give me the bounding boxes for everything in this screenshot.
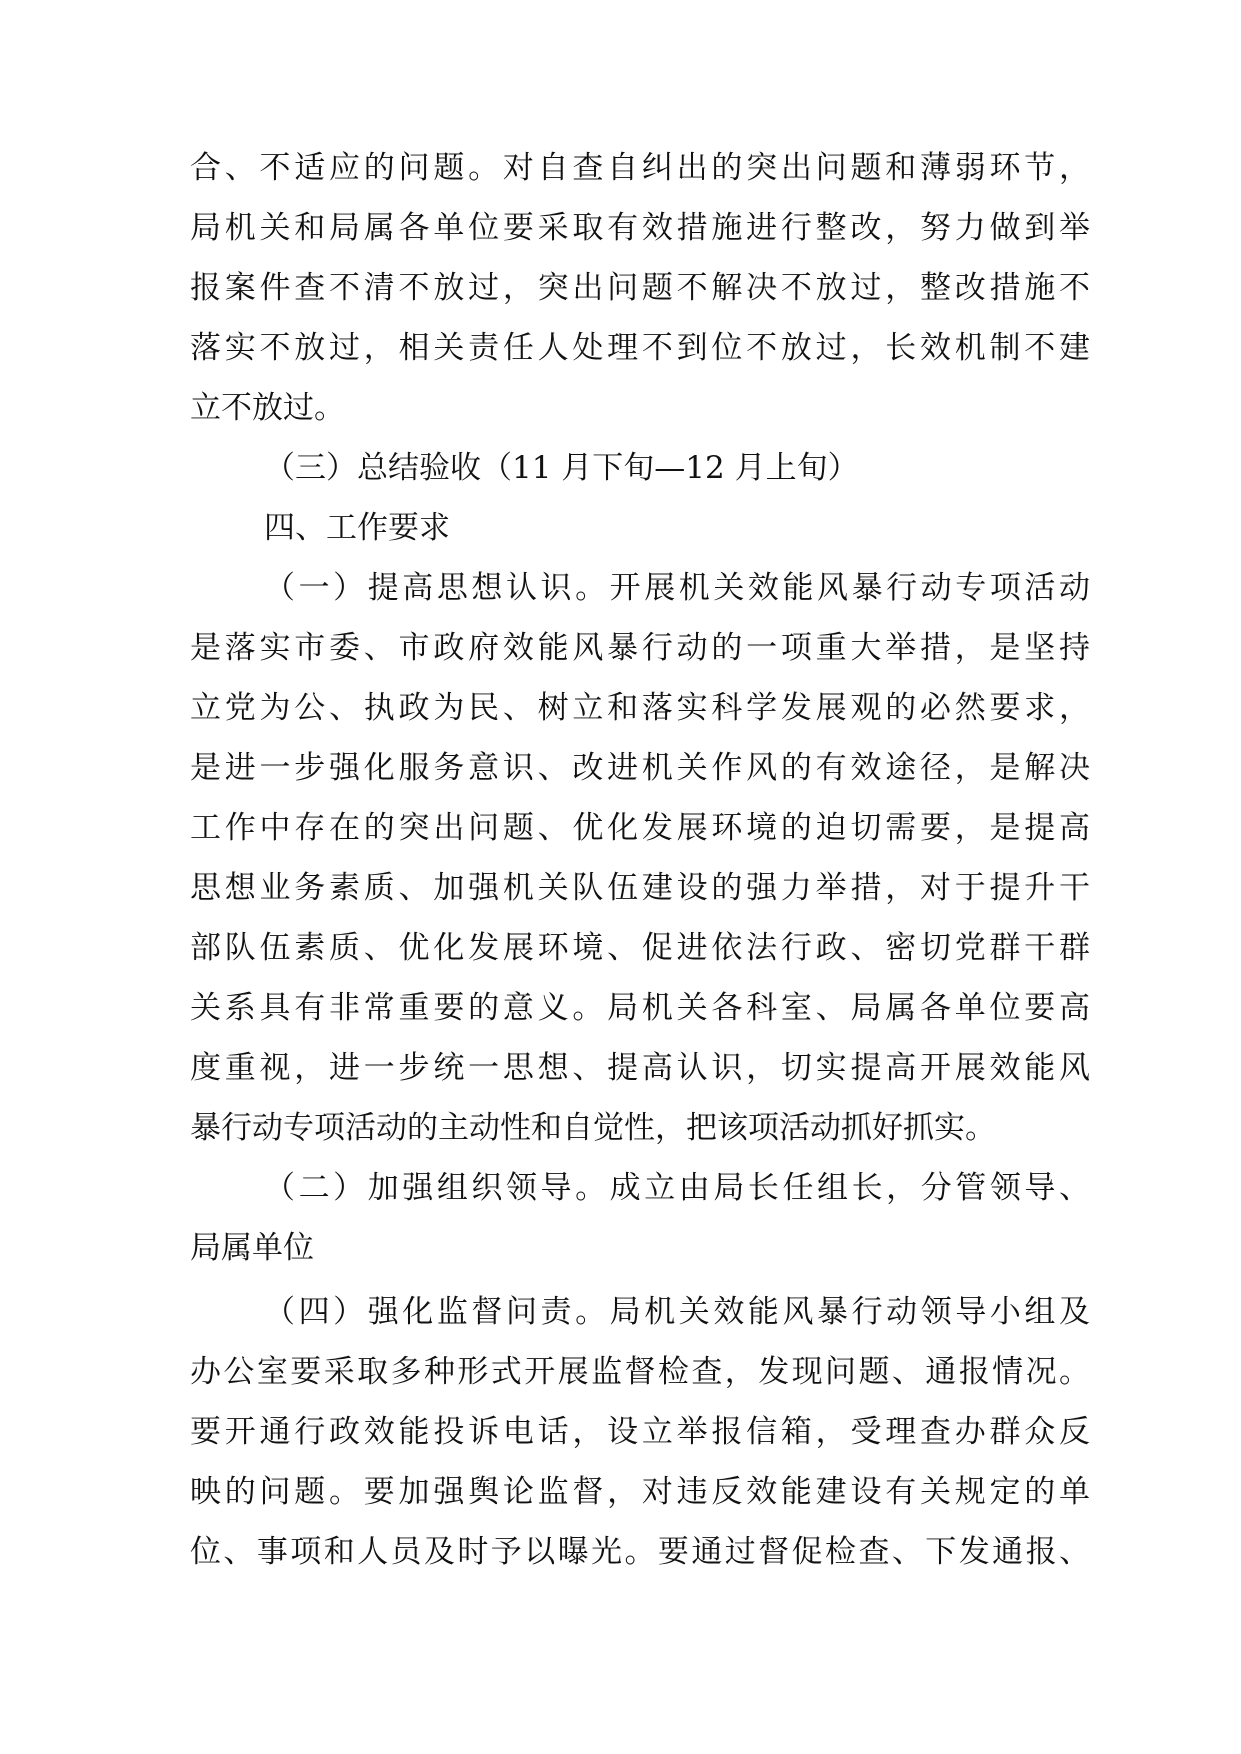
paragraph-start-line: （二）加强组织领导。成立由局长任组长，分管领导、 — [264, 1170, 1090, 1206]
text-line: 工作中存在的突出问题、优化发展环境的迫切需要，是提高 — [190, 810, 1090, 846]
text-line: 暴行动专项活动的主动性和自觉性，把该项活动抓好抓实。 — [190, 1110, 996, 1146]
text-line: 立不放过。 — [190, 390, 345, 426]
text-line: 报案件查不清不放过，突出问题不解决不放过，整改措施不 — [190, 270, 1090, 306]
text-line: 位、事项和人员及时予以曝光。要通过督促检查、下发通报、 — [190, 1534, 1090, 1570]
text-line: 办公室要采取多种形式开展监督检查，发现问题、通报情况。 — [190, 1354, 1090, 1390]
paragraph-start-line: （一）提高思想认识。开展机关效能风暴行动专项活动 — [264, 570, 1090, 606]
text-line: 要开通行政效能投诉电话，设立举报信箱，受理查办群众反 — [190, 1414, 1090, 1450]
text-line: 关系具有非常重要的意义。局机关各科室、局属各单位要高 — [190, 990, 1090, 1026]
section-heading: 四、工作要求 — [264, 510, 450, 546]
text-line: 落实不放过，相关责任人处理不到位不放过，长效机制不建 — [190, 330, 1090, 366]
text-line: 立党为公、执政为民、树立和落实科学发展观的必然要求， — [190, 690, 1090, 726]
text-line: 合、不适应的问题。对自查自纠出的突出问题和薄弱环节， — [190, 150, 1090, 186]
text-line: 思想业务素质、加强机关队伍建设的强力举措，对于提升干 — [190, 870, 1090, 906]
text-line: 局机关和局属各单位要采取有效措施进行整改，努力做到举 — [190, 210, 1090, 246]
section-heading: （三）总结验收（11 月下旬—12 月上旬） — [264, 450, 859, 486]
text-line: 映的问题。要加强舆论监督，对违反效能建设有关规定的单 — [190, 1474, 1090, 1510]
text-line: 部队伍素质、优化发展环境、促进依法行政、密切党群干群 — [190, 930, 1090, 966]
text-line: 度重视，进一步统一思想、提高认识，切实提高开展效能风 — [190, 1050, 1090, 1086]
paragraph-start-line: （四）强化监督问责。局机关效能风暴行动领导小组及 — [264, 1294, 1090, 1330]
text-line: 是落实市委、市政府效能风暴行动的一项重大举措，是坚持 — [190, 630, 1090, 666]
text-line: 是进一步强化服务意识、改进机关作风的有效途径，是解决 — [190, 750, 1090, 786]
text-line: 局属单位 — [190, 1230, 314, 1266]
